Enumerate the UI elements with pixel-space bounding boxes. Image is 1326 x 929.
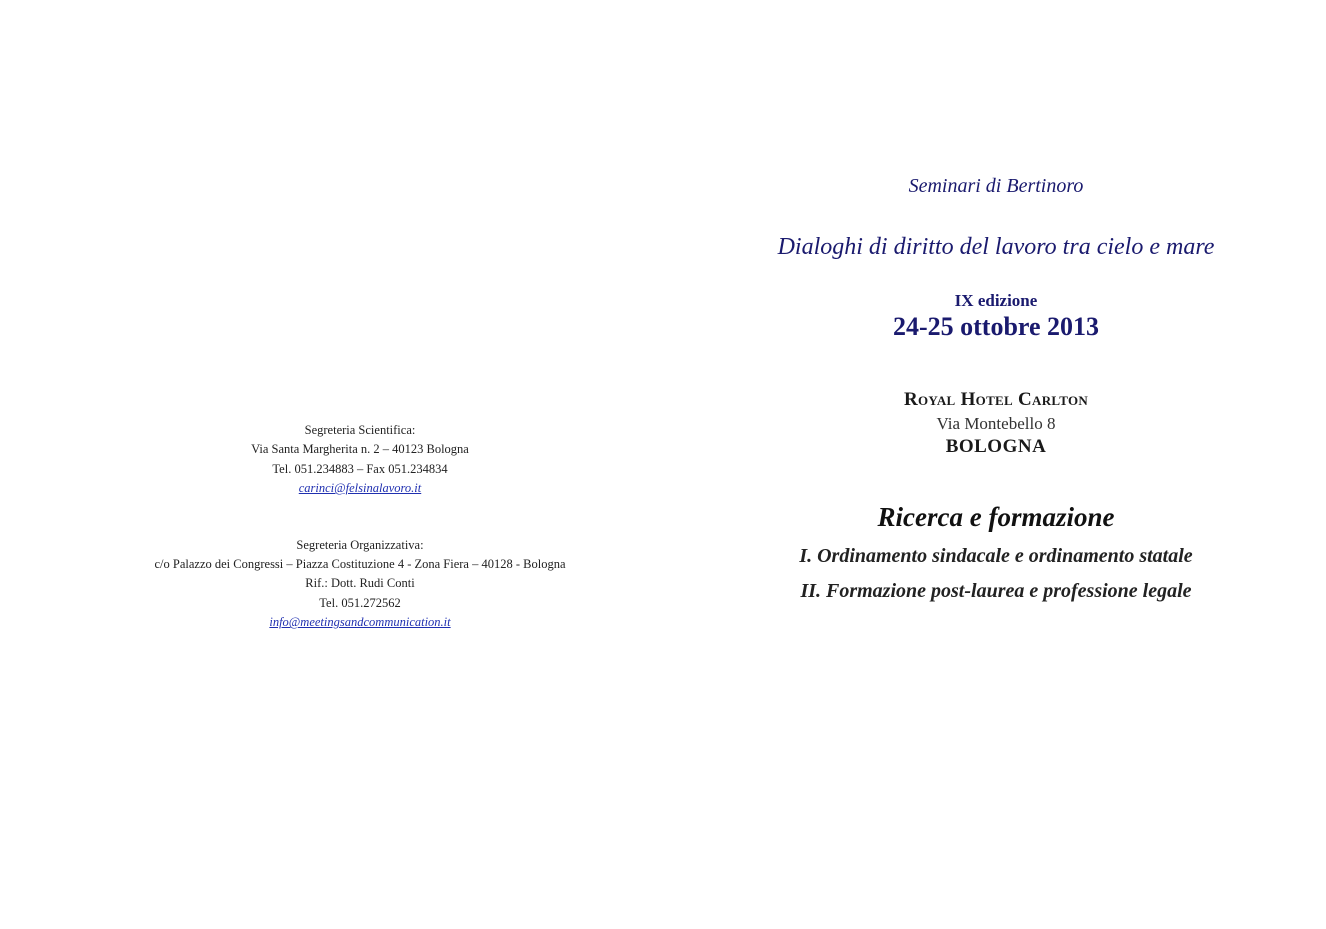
contacts-panel <box>100 421 620 633</box>
session-item: I. Ordinamento sindacale e ordinamento statale <box>799 545 1193 567</box>
edition-label: IX edizione <box>954 291 1038 310</box>
organizing-secretariat-contact: Rif.: Dott. Rudi Conti <box>305 576 415 591</box>
scientific-secretariat-email-link[interactable]: carinci@felsinalavoro.it <box>298 481 422 496</box>
organizing-secretariat-address: c/o Palazzo dei Congressi – Piazza Costituzione 4 - Zona Fiera – 40128 - Bologna <box>154 557 566 572</box>
event-dates: 24-25 ottobre 2013 <box>892 312 1100 341</box>
venue-city: BOLOGNA <box>945 436 1047 457</box>
organizing-secretariat-email-line <box>100 613 620 632</box>
session-item: II. Formazione post-laurea e professione legale <box>800 580 1192 602</box>
scientific-secretariat-phone-fax: Tel. 051.234883 – Fax 051.234834 <box>272 461 448 476</box>
scientific-secretariat <box>100 421 620 499</box>
organizing-secretariat-heading: Segreteria Organizzativa: <box>296 537 424 552</box>
scientific-secretariat-heading: Segreteria Scientifica: <box>304 423 416 437</box>
series-title: Seminari di Bertinoro <box>908 175 1084 197</box>
venue-name: Royal Hotel Carlton <box>903 389 1089 410</box>
organizing-secretariat <box>100 536 620 633</box>
venue-address: Via Montebello 8 <box>936 414 1056 433</box>
organizing-secretariat-phone: Tel. 051.272562 <box>319 595 401 610</box>
event-subtitle: Dialoghi di diritto del lavoro tra cielo e mare <box>777 234 1215 260</box>
topic-title: Ricerca e formazione <box>877 502 1115 532</box>
scientific-secretariat-address: Via Santa Margherita n. 2 – 40123 Bologna <box>251 442 469 457</box>
organizing-secretariat-email-link[interactable]: info@meetingsandcommunication.it <box>269 615 451 630</box>
scientific-secretariat-email-line <box>100 479 620 498</box>
